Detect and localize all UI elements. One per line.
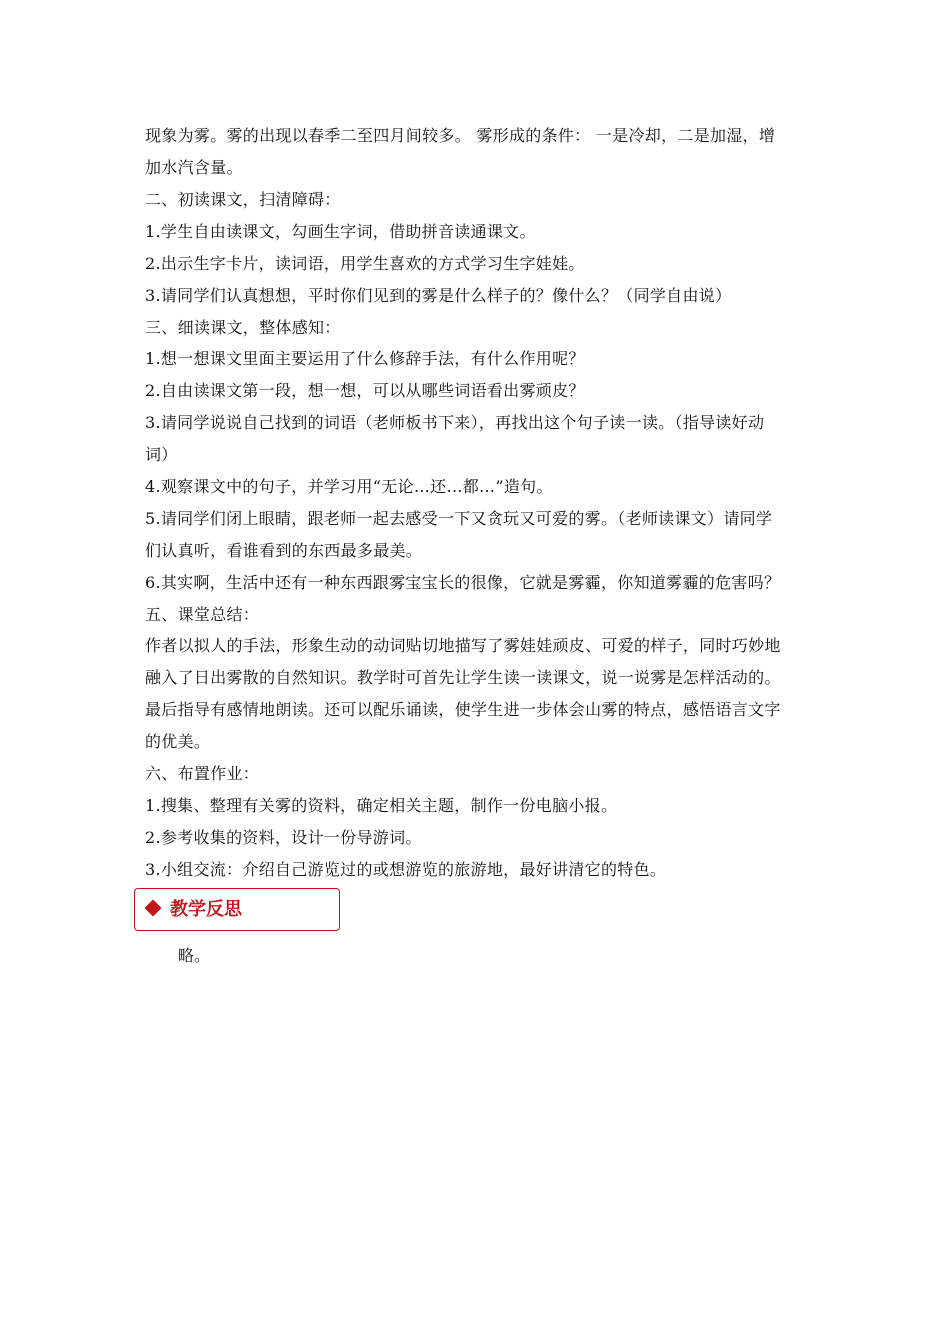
text-line: 们认真听，看谁看到的东西最多最美。	[145, 541, 423, 560]
text-line: 融入了日出雾散的自然知识。教学时可首先让学生读一读课文，说一说雾是怎样活动的。	[145, 668, 781, 687]
section-heading: 五、课堂总结：	[145, 605, 260, 624]
text-line: 现象为雾。雾的出现以春季二至四月间较多。 雾形成的条件： 一是冷却，二是加湿，增	[145, 126, 776, 145]
text-line: 3.小组交流：介绍自己游览过的或想游览的旅游地，最好讲清它的特色。	[145, 860, 667, 879]
text-line: 4.观察课文中的句子，并学习用“无论…还…都…”造句。	[145, 477, 553, 496]
text-line: 3.请同学们认真想想，平时你们见到的雾是什么样子的？像什么？（同学自由说）	[145, 286, 732, 305]
text-line: 作者以拟人的手法，形象生动的动词贴切地描写了雾娃娃顽皮、可爱的样子，同时巧妙地	[145, 636, 781, 655]
text-line: 5.请同学们闭上眼睛，跟老师一起去感受一下又贪玩又可爱的雾。（老师读课文）请同学	[145, 509, 773, 528]
text-line: 加水汽含量。	[145, 158, 243, 177]
text-line: 最后指导有感情地朗读。还可以配乐诵读，使学生进一步体会山雾的特点，感悟语言文字	[145, 700, 781, 719]
text-line: 6.其实啊，生活中还有一种东西跟雾宝宝长的很像，它就是雾霾，你知道雾霾的危害吗？	[145, 573, 781, 592]
text-line: 2.参考收集的资料，设计一份导游词。	[145, 828, 422, 847]
text-line: 1.学生自由读课文，勾画生字词，借助拼音读通课文。	[145, 222, 536, 241]
section-heading: 二、初读课文，扫清障碍：	[145, 190, 341, 209]
text-line: 词）	[145, 445, 178, 464]
reflection-content: 略。	[178, 946, 211, 965]
text-line: 1.搜集、整理有关雾的资料，确定相关主题，制作一份电脑小报。	[145, 796, 618, 815]
section-heading: 六、布置作业：	[145, 764, 260, 783]
text-line: 的优美。	[145, 732, 211, 751]
text-line: 2.出示生字卡片，读词语，用学生喜欢的方式学习生字娃娃。	[145, 254, 585, 273]
text-line: 3.请同学说说自己找到的词语（老师板书下来），再找出这个句子读一读。（指导读好动	[145, 413, 765, 432]
reflection-title: 教学反思	[170, 899, 242, 920]
section-heading: 三、细读课文，整体感知：	[145, 318, 341, 337]
text-line: 2.自由读课文第一段，想一想，可以从哪些词语看出雾顽皮？	[145, 381, 585, 400]
diamond-bullet-icon	[145, 900, 162, 917]
reflection-heading-box	[134, 888, 340, 931]
text-line: 1.想一想课文里面主要运用了什么修辞手法，有什么作用呢？	[145, 349, 585, 368]
